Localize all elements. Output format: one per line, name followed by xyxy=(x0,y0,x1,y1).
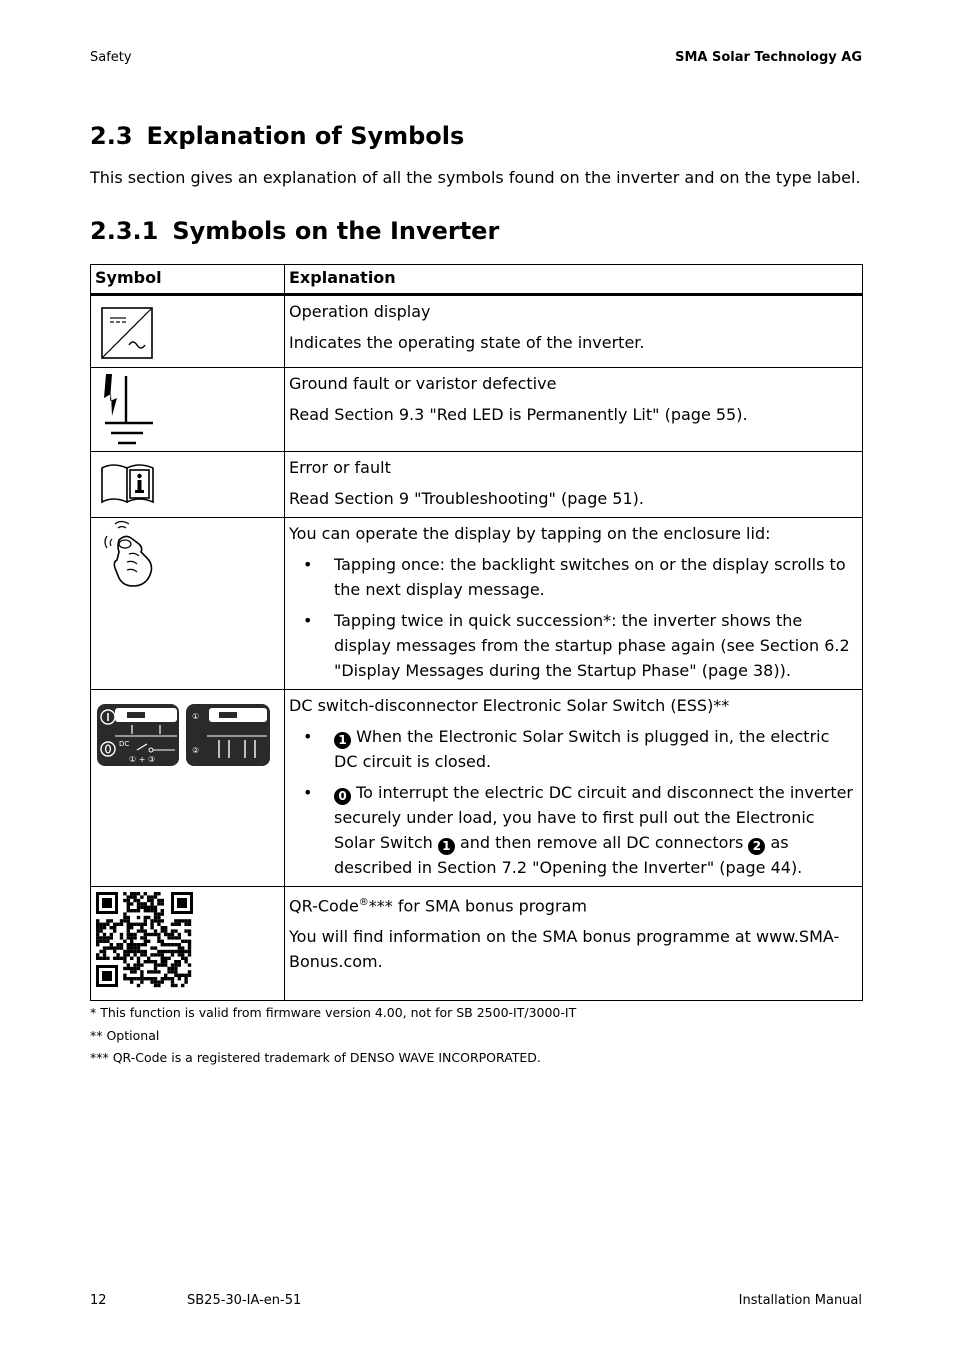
list-item-text: When the Electronic Solar Switch is plugged in, the electric DC circuit is closed. xyxy=(334,727,830,771)
switch-pulled-out-badge: 0 xyxy=(334,788,351,805)
dc-ac-conversion-icon xyxy=(91,296,284,366)
section-heading xyxy=(90,122,464,150)
bullet-marker: • xyxy=(303,783,313,802)
explanation-title: Error or fault xyxy=(289,458,391,477)
explanation-cell xyxy=(285,887,863,1001)
explanation-text: You will find information on the SMA bonus programme at www.SMA-Bonus.com. xyxy=(289,927,840,972)
switch-plugged-in-badge: 1 xyxy=(334,732,351,749)
explanation-title: Operation display xyxy=(289,302,431,321)
footnote: ** Optional xyxy=(90,1028,160,1043)
dc-connectors-badge: 2 xyxy=(748,838,765,855)
table-row xyxy=(91,887,863,1001)
qr-code-icon xyxy=(91,887,284,991)
list-item xyxy=(289,552,854,602)
ground-fault-icon xyxy=(91,368,284,450)
explanation-text: Read Section 9 "Troubleshooting" (page 51). xyxy=(289,489,644,508)
symbols-table xyxy=(90,264,863,1001)
list-item-text: Tapping once: the backlight switches on or the display scrolls to the next display message. xyxy=(334,555,846,599)
table-row xyxy=(91,690,863,887)
symbol-cell xyxy=(91,295,285,368)
explanation-title: You can operate the display by tapping on the enclosure lid: xyxy=(289,524,771,543)
list-item-text: Tapping twice in quick succession*: the inverter shows the display messages from the startup phase again (see Section 6.2 "Display Messages during the Startup Phase" (page 38)). xyxy=(334,611,850,680)
list-item xyxy=(289,608,854,683)
symbol-cell xyxy=(91,452,285,518)
table-row xyxy=(91,368,863,452)
subsection-title: Symbols on the Inverter xyxy=(172,217,500,245)
table-row xyxy=(91,518,863,690)
footer-document-id: SB25-30-IA-en-51 xyxy=(187,1293,302,1308)
section-title: Explanation of Symbols xyxy=(146,122,465,150)
symbol-cell xyxy=(91,518,285,690)
qr-title-suffix: *** for SMA bonus program xyxy=(368,896,587,916)
table-row xyxy=(91,295,863,368)
table-header-row xyxy=(91,265,863,295)
svg-text:②: ② xyxy=(192,746,200,755)
ess-switch-icon xyxy=(91,690,284,770)
footnote: *** QR-Code is a registered trademark of DENSO WAVE INCORPORATED. xyxy=(90,1050,541,1065)
table-row xyxy=(91,452,863,518)
svg-text:① + ③: ① + ③ xyxy=(129,755,156,764)
footer-document-type: Installation Manual xyxy=(738,1293,862,1308)
explanation-title: DC switch-disconnector Electronic Solar Switch (ESS)** xyxy=(289,696,730,715)
explanation-cell xyxy=(285,518,863,690)
section-intro: This section gives an explanation of all the symbols found on the inverter and on the type label. xyxy=(90,168,861,187)
svg-text:①: ① xyxy=(192,712,200,721)
registered-mark: ® xyxy=(358,897,369,908)
svg-text:DC: DC xyxy=(119,740,130,748)
symbol-cell xyxy=(91,368,285,452)
column-header-explanation: Explanation xyxy=(285,265,863,295)
list-item-text: and then remove all DC connectors xyxy=(459,833,744,852)
list-item xyxy=(289,780,854,880)
symbol-cell xyxy=(91,690,285,887)
explanation-text: Read Section 9.3 "Red LED is Permanently Lit" (page 55). xyxy=(289,405,748,424)
bullet-marker: • xyxy=(303,727,313,746)
subsection-heading xyxy=(90,217,499,245)
explanation-title: Ground fault or varistor defective xyxy=(289,374,557,393)
symbol-cell xyxy=(91,887,285,1001)
explanation-text: Indicates the operating state of the inverter. xyxy=(289,333,645,352)
section-number: 2.3 xyxy=(90,122,133,150)
footer-page-number: 12 xyxy=(90,1293,107,1308)
bullet-marker: • xyxy=(303,555,313,574)
bullet-list xyxy=(289,724,854,880)
explanation-title xyxy=(289,890,854,918)
subsection-number: 2.3.1 xyxy=(90,217,159,245)
list-item xyxy=(289,724,854,774)
list-item-text: To interrupt the electric DC circuit and disconnect the inverter securely under load, you have to first pull out the Electronic Solar Switch xyxy=(334,783,854,852)
explanation-cell xyxy=(285,295,863,368)
header-section-label: Safety xyxy=(90,50,132,65)
bullet-marker: • xyxy=(303,611,313,630)
header-company: SMA Solar Technology AG xyxy=(675,50,862,65)
qr-title-text: QR-Code xyxy=(289,896,359,916)
explanation-cell xyxy=(285,452,863,518)
list-item-text: as described in Section 7.2 "Opening the Inverter" (page 44). xyxy=(334,833,803,877)
tapping-hand-icon xyxy=(91,518,284,598)
explanation-cell xyxy=(285,690,863,887)
info-manual-icon xyxy=(91,452,284,514)
bullet-list xyxy=(289,552,854,683)
explanation-cell xyxy=(285,368,863,452)
ess-step-badge: 1 xyxy=(438,838,455,855)
column-header-symbol: Symbol xyxy=(91,265,285,295)
footnote: * This function is valid from firmware version 4.00, not for SB 2500-IT/3000-IT xyxy=(90,1005,577,1020)
